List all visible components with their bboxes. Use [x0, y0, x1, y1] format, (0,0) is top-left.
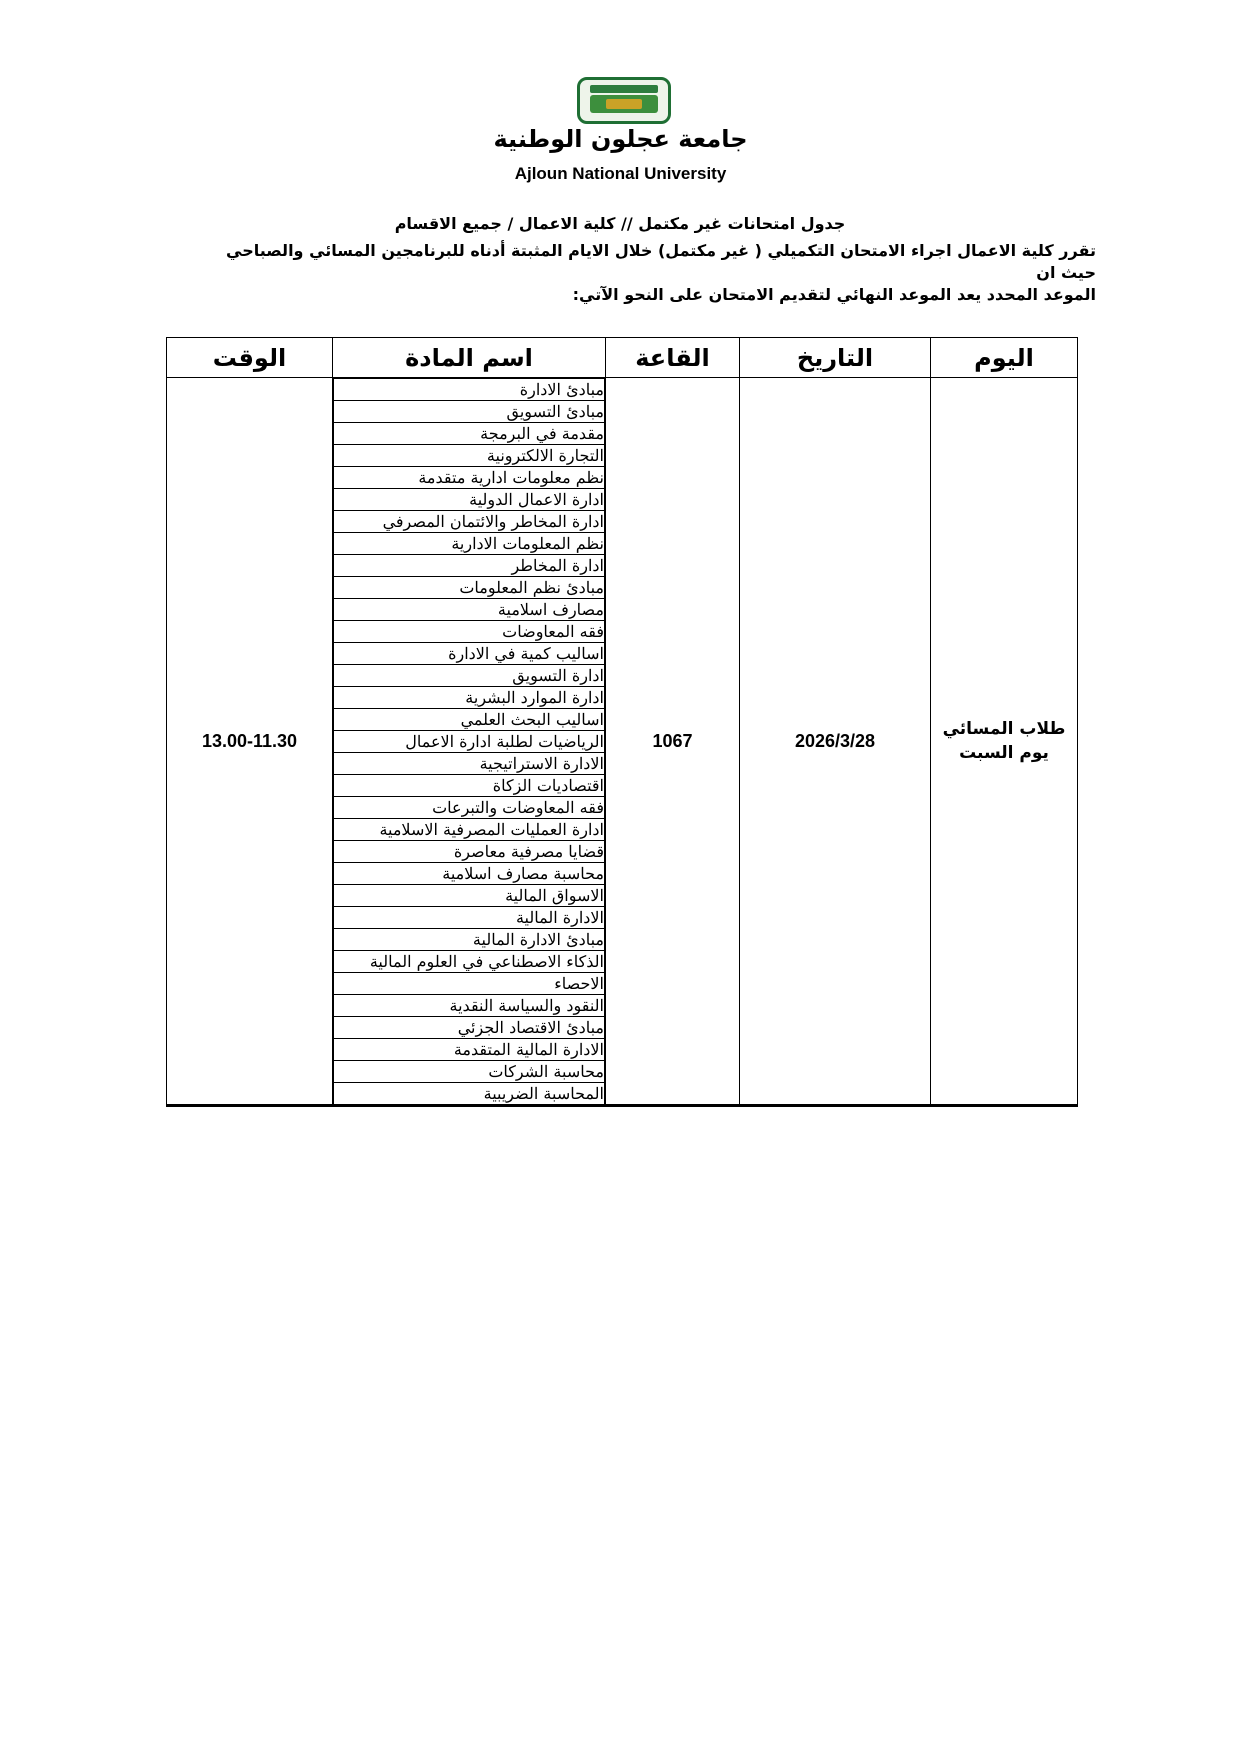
course-name: مبادئ نظم المعلومات	[334, 577, 605, 599]
course-name: فقه المعاوضات والتبرعات	[334, 797, 605, 819]
course-name: مقدمة في البرمجة	[334, 423, 605, 445]
date-cell: 2026/3/28	[740, 378, 931, 1106]
header-hall: القاعة	[606, 338, 740, 378]
course-name: ادارة المخاطر	[334, 555, 605, 577]
list-item	[334, 445, 605, 467]
list-item	[334, 819, 605, 841]
day-group: طلاب المسائي	[942, 719, 1066, 739]
course-name: قضايا مصرفية معاصرة	[334, 841, 605, 863]
course-name: مبادئ التسويق	[334, 401, 605, 423]
university-logo	[577, 77, 671, 124]
document-title: جدول امتحانات غير مكتمل // كلية الاعمال / جميع الاقسام	[394, 214, 846, 233]
logo-crest	[606, 99, 642, 109]
header-date: التاريخ	[740, 338, 931, 378]
list-item	[334, 1039, 605, 1061]
list-item	[334, 555, 605, 577]
course-name: نظم المعلومات الادارية	[334, 533, 605, 555]
list-item	[334, 621, 605, 643]
day-cell	[931, 378, 1078, 1106]
list-item	[334, 1017, 605, 1039]
university-name-arabic: جامعة عجلون الوطنية	[493, 125, 748, 153]
course-name: ادارة العمليات المصرفية الاسلامية	[334, 819, 605, 841]
course-name: الذكاء الاصطناعي في العلوم المالية	[334, 951, 605, 973]
course-name: الرياضيات لطلبة ادارة الاعمال	[334, 731, 605, 753]
course-name: محاسبة الشركات	[334, 1061, 605, 1083]
list-item	[334, 885, 605, 907]
course-name: مبادئ الادارة	[334, 379, 605, 401]
list-item	[334, 797, 605, 819]
list-item	[334, 951, 605, 973]
course-name: ادارة الاعمال الدولية	[334, 489, 605, 511]
list-item	[334, 467, 605, 489]
course-name: ادارة التسويق	[334, 665, 605, 687]
subjects-cell	[333, 378, 606, 1106]
header-day: اليوم	[931, 338, 1078, 378]
course-name: اقتصاديات الزكاة	[334, 775, 605, 797]
list-item	[334, 687, 605, 709]
list-item	[334, 489, 605, 511]
course-name: النقود والسياسة النقدية	[334, 995, 605, 1017]
list-item	[334, 599, 605, 621]
list-item	[334, 863, 605, 885]
course-name: الادارة المالية المتقدمة	[334, 1039, 605, 1061]
list-item	[334, 379, 605, 401]
course-name: مبادئ الادارة المالية	[334, 929, 605, 951]
course-name: الادارة المالية	[334, 907, 605, 929]
course-name: التجارة الالكترونية	[334, 445, 605, 467]
table-row	[167, 378, 1078, 1106]
list-item	[334, 577, 605, 599]
exam-schedule-table	[166, 337, 1078, 1107]
intro-line-2: الموعد المحدد يعد الموعد النهائي لتقديم الامتحان على النحو الآتي:	[572, 285, 1096, 304]
time-cell: 13.00-11.30	[167, 378, 333, 1106]
university-name-english: Ajloun National University	[514, 164, 727, 183]
list-item	[334, 753, 605, 775]
hall-cell: 1067	[606, 378, 740, 1106]
list-item	[334, 709, 605, 731]
list-item	[334, 973, 605, 995]
list-item	[334, 1061, 605, 1083]
course-name: ادارة الموارد البشرية	[334, 687, 605, 709]
course-list	[333, 378, 605, 1104]
list-item	[334, 775, 605, 797]
list-item	[334, 511, 605, 533]
course-name: الاحصاء	[334, 973, 605, 995]
course-name: اساليب كمية في الادارة	[334, 643, 605, 665]
table-header-row	[167, 338, 1078, 378]
header-time: الوقت	[167, 338, 333, 378]
course-name: فقه المعاوضات	[334, 621, 605, 643]
course-name: اساليب البحث العلمي	[334, 709, 605, 731]
list-item	[334, 929, 605, 951]
list-item	[334, 1083, 605, 1105]
course-name: مبادئ الاقتصاد الجزئي	[334, 1017, 605, 1039]
list-item	[334, 401, 605, 423]
course-name: نظم معلومات ادارية متقدمة	[334, 467, 605, 489]
course-name: مصارف اسلامية	[334, 599, 605, 621]
list-item	[334, 643, 605, 665]
list-item	[334, 665, 605, 687]
intro-paragraph	[196, 240, 1096, 306]
day-name: يوم السبت	[959, 743, 1049, 763]
list-item	[334, 841, 605, 863]
list-item	[334, 907, 605, 929]
intro-line-1: تقرر كلية الاعمال اجراء الامتحان التكميلي ( غير مكتمل) خلال الايام المثبتة أدناه للبرنامجين المسائي والصباحي حيث ان	[226, 241, 1096, 282]
course-name: محاسبة مصارف اسلامية	[334, 863, 605, 885]
header-subject: اسم المادة	[333, 338, 606, 378]
course-name: الاسواق المالية	[334, 885, 605, 907]
list-item	[334, 995, 605, 1017]
list-item	[334, 533, 605, 555]
logo-banner	[590, 85, 658, 93]
course-name: الادارة الاستراتيجية	[334, 753, 605, 775]
course-name: ادارة المخاطر والائتمان المصرفي	[334, 511, 605, 533]
course-name: المحاسبة الضريبية	[334, 1083, 605, 1105]
list-item	[334, 423, 605, 445]
list-item	[334, 731, 605, 753]
